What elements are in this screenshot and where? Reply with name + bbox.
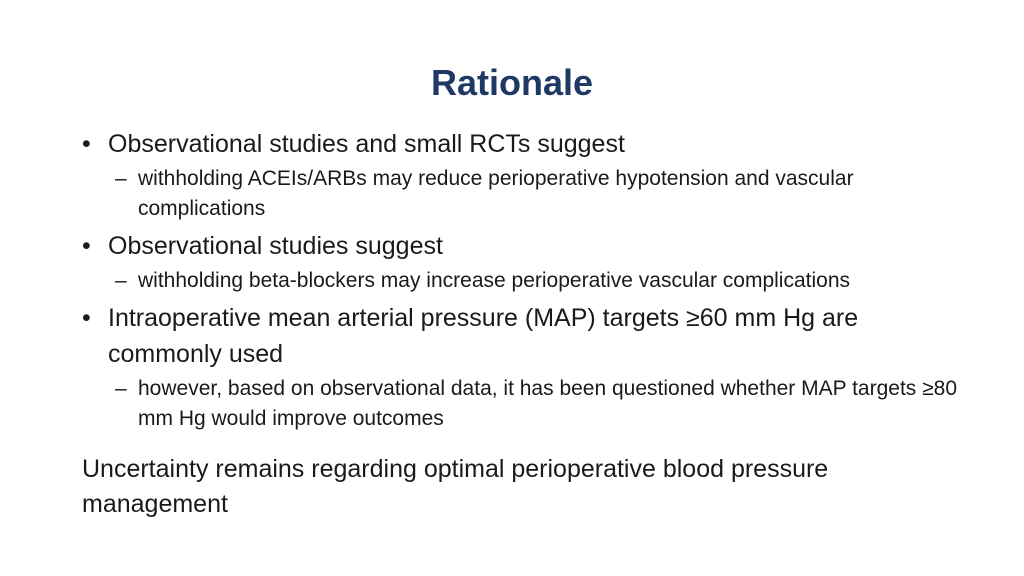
bullet-item-3 <box>82 300 962 372</box>
conclusion-text: Uncertainty remains regarding optimal perioperative blood pressure management <box>82 455 829 518</box>
bullet-item-2 <box>82 228 962 264</box>
dash-icon: – <box>115 167 127 190</box>
bullet-text: Observational studies suggest <box>108 232 443 260</box>
sub-bullet-text: withholding beta-blockers may increase perioperative vascular complications <box>138 269 851 292</box>
sub-bullet-item-1 <box>82 164 962 224</box>
dash-icon: – <box>115 377 127 400</box>
sub-bullet-text: withholding ACEIs/ARBs may reduce perioperative hypotension and vascular complications <box>138 167 854 220</box>
bullet-dot-icon: • <box>82 130 91 158</box>
sub-bullet-item-2 <box>82 266 962 296</box>
sub-bullet-text: however, based on observational data, it has been questioned whether MAP targets ≥80 mm Hg would improve outcomes <box>138 377 958 430</box>
bullet-text: Intraoperative mean arterial pressure (MAP) targets ≥60 mm Hg are commonly used <box>108 304 859 368</box>
dash-icon: – <box>115 269 127 292</box>
slide-title: Rationale <box>430 62 594 103</box>
bullet-dot-icon: • <box>82 304 91 332</box>
sub-bullet-item-3 <box>82 374 962 434</box>
bullet-item-1 <box>82 126 962 162</box>
bullet-text: Observational studies and small RCTs suggest <box>108 130 625 158</box>
bullet-list <box>82 126 962 522</box>
bullet-dot-icon: • <box>82 232 91 260</box>
